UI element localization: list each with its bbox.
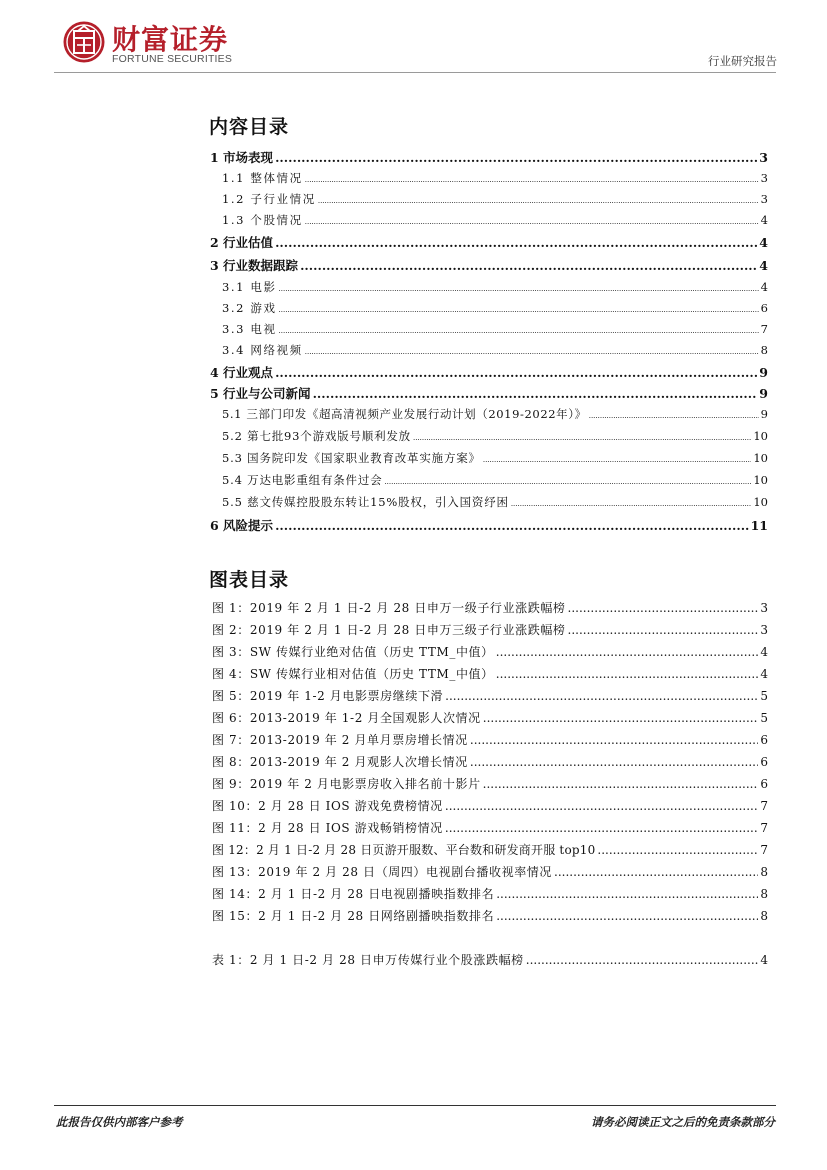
brand-name-en: FORTUNE SECURITIES: [112, 53, 233, 65]
toc-entry[interactable]: [210, 148, 768, 170]
figure-entry-page: 5: [760, 689, 768, 703]
toc-entry-page: 10: [753, 473, 768, 487]
figure-entry-label: 图 8：2013-2019 年 2 月观影人次增长情况: [212, 755, 468, 769]
table-entry-page: 4: [760, 953, 768, 967]
figures-title: 图表目录: [209, 569, 290, 591]
leader-dots: [279, 285, 759, 293]
leader-dots: [568, 601, 759, 615]
toc-entry-page: 10: [753, 495, 768, 509]
toc-entry-page: 8: [760, 343, 768, 357]
leader-dots: [483, 777, 759, 791]
toc-entry-page: 9: [759, 365, 768, 380]
toc-entry-label: 3.4 网络视频: [222, 343, 303, 357]
table-entry[interactable]: [212, 951, 768, 973]
figure-entry[interactable]: [212, 687, 768, 709]
toc-entry-label: 1.2 子行业情况: [222, 192, 316, 206]
toc-entry-label: 5.1 三部门印发《超高清视频产业发展行动计划（2019-2022年）》: [222, 407, 587, 421]
figure-entry-label: 图 9：2019 年 2 月电影票房收入排名前十影片: [212, 777, 481, 791]
figure-entry[interactable]: [212, 753, 768, 775]
toc-entry[interactable]: [222, 472, 768, 493]
figure-entry-page: 3: [760, 623, 768, 637]
leader-dots: [275, 518, 749, 533]
figure-entry-label: 图 13：2019 年 2 月 28 日（周四）电视剧台播收视率情况: [212, 865, 553, 879]
leader-dots: [568, 623, 759, 637]
toc-entry[interactable]: [210, 233, 768, 255]
figure-entry-label: 图 3：SW 传媒行业绝对估值（历史 TTM_中值）: [212, 645, 494, 659]
figure-entry-label: 图 14：2 月 1 日-2 月 28 日电视剧播映指数排名: [212, 887, 495, 901]
figure-entry-page: 7: [760, 843, 768, 857]
toc-entry-page: 3: [759, 150, 768, 165]
toc-entry[interactable]: [222, 450, 768, 471]
toc-entry-label: 5.3 国务院印发《国家职业教育改革实施方案》: [222, 451, 481, 465]
leader-dots: [470, 733, 758, 747]
toc-entry[interactable]: [210, 363, 768, 385]
table-entry-label: 表 1：2 月 1 日-2 月 28 日申万传媒行业个股涨跌幅榜: [212, 953, 524, 967]
leader-dots: [413, 434, 751, 442]
toc-entry[interactable]: [222, 428, 768, 449]
toc-entry-label: 3.3 电视: [222, 322, 277, 336]
figure-entry-label: 图 1：2019 年 2 月 1 日-2 月 28 日申万一级子行业涨跌幅榜: [212, 601, 566, 615]
figure-entry-label: 图 15：2 月 1 日-2 月 28 日网络剧播映指数排名: [212, 909, 495, 923]
header-divider: [54, 72, 776, 73]
leader-dots: [470, 755, 758, 769]
leader-dots: [300, 258, 757, 273]
leader-dots: [496, 667, 759, 681]
leader-dots: [554, 865, 758, 879]
toc-entry-page: 10: [753, 451, 768, 465]
fortune-seal-icon: [62, 20, 106, 64]
toc-entry[interactable]: [222, 342, 768, 363]
leader-dots: [275, 150, 757, 165]
figure-entry[interactable]: [212, 907, 768, 929]
toc-entry-page: 7: [760, 322, 768, 336]
toc-entry-label: 3.1 电影: [222, 280, 277, 294]
figure-entry[interactable]: [212, 819, 768, 841]
leader-dots: [597, 843, 758, 857]
leader-dots: [279, 327, 759, 335]
brand-name-cn: 财富证券: [112, 23, 229, 56]
toc-entry-label: 6 风险提示: [210, 518, 274, 533]
leader-dots: [445, 689, 758, 703]
toc-entry-page: 4: [759, 258, 768, 273]
leader-dots: [305, 176, 759, 184]
leader-dots: [279, 306, 759, 314]
figure-entry-label: 图 10：2 月 28 日 IOS 游戏免费榜情况: [212, 799, 443, 813]
report-type-label: 行业研究报告: [708, 54, 777, 68]
toc-entry-page: 11: [750, 518, 768, 533]
figure-entry-page: 5: [760, 711, 768, 725]
toc-entry[interactable]: [210, 516, 768, 538]
toc-entry-page: 3: [760, 192, 768, 206]
figure-entry-label: 图 11：2 月 28 日 IOS 游戏畅销榜情况: [212, 821, 443, 835]
figure-entry-label: 图 12：2 月 1 日-2 月 28 日页游开服数、平台数和研发商开服 top10: [212, 843, 596, 857]
figure-entry[interactable]: [212, 775, 768, 797]
leader-dots: [313, 386, 758, 401]
toc-entry[interactable]: [222, 300, 768, 321]
leader-dots: [496, 887, 758, 901]
toc-entry[interactable]: [222, 191, 768, 212]
figure-entry[interactable]: [212, 599, 768, 621]
leader-dots: [275, 235, 757, 250]
figure-entry-label: 图 6：2013-2019 年 1-2 月全国观影人次情况: [212, 711, 481, 725]
leader-dots: [589, 412, 759, 420]
toc-entry-page: 3: [760, 171, 768, 185]
toc-entry-page: 4: [759, 235, 768, 250]
toc-entry-label: 4 行业观点: [210, 365, 274, 380]
figure-entry-page: 6: [760, 777, 768, 791]
toc-entry[interactable]: [210, 384, 768, 406]
toc-entry-label: 1 市场表现: [210, 150, 274, 165]
footer-disclaimer-right: 请务必阅读正文之后的免责条款部分: [591, 1115, 775, 1129]
toc-entry-label: 2 行业估值: [210, 235, 274, 250]
leader-dots: [318, 197, 759, 205]
leader-dots: [275, 365, 757, 380]
figure-entry-page: 4: [760, 667, 768, 681]
figure-entry[interactable]: [212, 621, 768, 643]
leader-dots: [384, 478, 751, 486]
toc-entry-label: 1.1 整体情况: [222, 171, 303, 185]
toc-entry-label: 1.3 个股情况: [222, 213, 303, 227]
figure-entry[interactable]: [212, 709, 768, 731]
figure-entry[interactable]: [212, 841, 768, 863]
figure-entry[interactable]: [212, 643, 768, 665]
toc-entry-page: 4: [760, 213, 768, 227]
leader-dots: [305, 218, 759, 226]
toc-entry-page: 9: [760, 407, 768, 421]
leader-dots: [483, 711, 759, 725]
leader-dots: [483, 456, 752, 464]
figure-entry[interactable]: [212, 665, 768, 687]
toc-entry-page: 10: [753, 429, 768, 443]
toc-entry[interactable]: [222, 212, 768, 233]
contents-title: 内容目录: [209, 116, 290, 138]
toc-entry[interactable]: [210, 256, 768, 278]
figure-entry-page: 6: [760, 733, 768, 747]
toc-entry-label: 5.5 慈文传媒控股股东转让15%股权，引入国资纾困: [222, 495, 509, 509]
toc-entry-page: 6: [760, 301, 768, 315]
toc-entry-label: 3 行业数据跟踪: [210, 258, 299, 273]
toc-entry[interactable]: [222, 321, 768, 342]
figure-entry-page: 8: [760, 865, 768, 879]
toc-entry[interactable]: [222, 170, 768, 191]
figure-entry-label: 图 5：2019 年 1-2 月电影票房继续下滑: [212, 689, 444, 703]
figure-entry-page: 4: [760, 645, 768, 659]
figure-entry-page: 6: [760, 755, 768, 769]
figure-entry-label: 图 7：2013-2019 年 2 月单月票房增长情况: [212, 733, 468, 747]
leader-dots: [526, 953, 759, 967]
figure-entry-page: 8: [760, 887, 768, 901]
toc-entry-label: 5.2 第七批93个游戏版号顺利发放: [222, 429, 411, 443]
figure-entry[interactable]: [212, 731, 768, 753]
toc-entry-page: 4: [760, 280, 768, 294]
figure-entry[interactable]: [212, 797, 768, 819]
toc-entry-label: 3.2 游戏: [222, 301, 277, 315]
figure-entry[interactable]: [212, 863, 768, 885]
toc-entry[interactable]: [222, 279, 768, 300]
leader-dots: [511, 500, 752, 508]
figure-entry-label: 图 4：SW 传媒行业相对估值（历史 TTM_中值）: [212, 667, 494, 681]
leader-dots: [496, 909, 758, 923]
leader-dots: [305, 348, 759, 356]
toc-entry[interactable]: [222, 494, 768, 515]
figure-entry-label: 图 2：2019 年 2 月 1 日-2 月 28 日申万三级子行业涨跌幅榜: [212, 623, 566, 637]
page-header: [0, 0, 827, 80]
figure-entry-page: 7: [760, 799, 768, 813]
toc-entry-label: 5.4 万达电影重组有条件过会: [222, 473, 383, 487]
toc-entry[interactable]: [222, 406, 768, 427]
figure-entry-page: 3: [760, 601, 768, 615]
footer-disclaimer-left: 此报告仅供内部客户参考: [56, 1115, 183, 1129]
footer-divider: [54, 1105, 776, 1106]
leader-dots: [445, 821, 758, 835]
figure-entry-page: 8: [760, 909, 768, 923]
leader-dots: [445, 799, 758, 813]
figure-entry-page: 7: [760, 821, 768, 835]
toc-entry-page: 9: [759, 386, 768, 401]
figure-entry[interactable]: [212, 885, 768, 907]
toc-entry-label: 5 行业与公司新闻: [210, 386, 311, 401]
leader-dots: [496, 645, 759, 659]
